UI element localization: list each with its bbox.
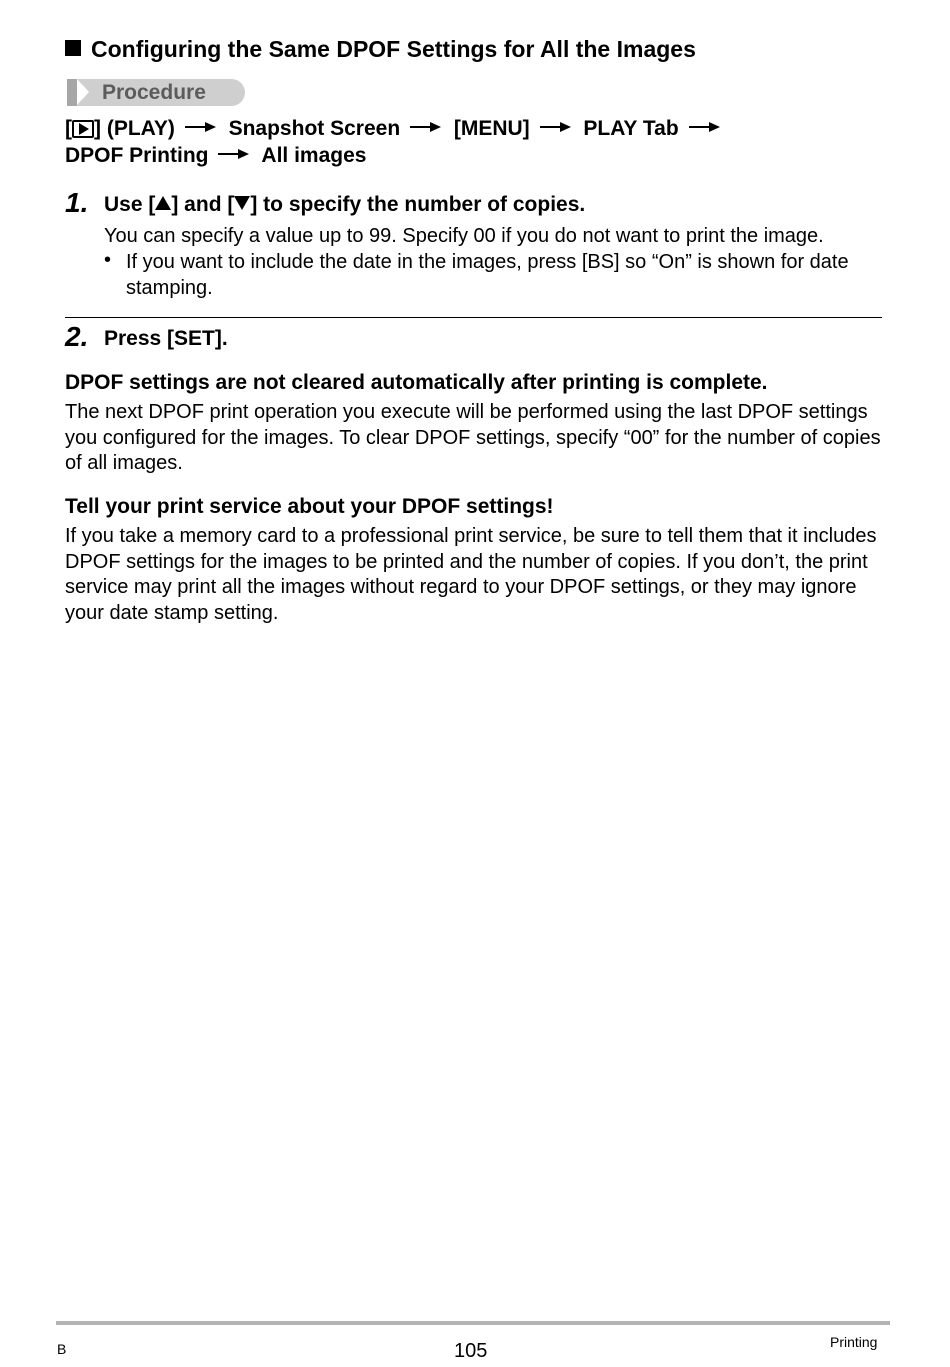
step-1-text: You can specify a value up to 99. Specify 00 if you do not want to print the image.	[104, 225, 824, 247]
arrow-right-icon	[540, 121, 572, 133]
path-item-all-images: All images	[261, 144, 367, 167]
up-arrow-icon	[155, 196, 171, 210]
chevron-right-icon	[77, 79, 89, 105]
footer-divider	[56, 1321, 890, 1325]
step-1-heading	[104, 193, 585, 217]
step-1-number: 1.	[65, 187, 89, 218]
step-1-heading-rest: ] to specify the number of copies.	[250, 193, 586, 216]
path-item-play-tab: PLAY Tab	[583, 117, 679, 140]
footer-language-code: B	[57, 1341, 67, 1357]
step-1-bullet-text: If you want to include the date in the images, press [BS] so “On” is shown for date stamping.	[126, 251, 849, 299]
operation-path-line-2	[65, 144, 366, 168]
arrow-right-icon	[689, 121, 721, 133]
section-title-text: Configuring the Same DPOF Settings for All the Images	[91, 36, 696, 62]
procedure-tab-bar	[67, 79, 77, 106]
procedure-label: Procedure	[102, 81, 206, 104]
note-2-heading: Tell your print service about your DPOF settings!	[65, 495, 554, 518]
step-2-number: 2.	[65, 321, 89, 352]
path-item-snapshot-screen: Snapshot Screen	[228, 117, 401, 140]
step-1-heading-and: ] and [	[171, 193, 235, 216]
note-2-text: If you take a memory card to a professional print service, be sure to tell them that it includes DPOF settings for the images to be printed and the number of copies. If you don’t, the print service may print all the images without regard to your DPOF settings, or they may ignore your date stamp setting.	[65, 525, 877, 624]
bullet-dot-icon: •	[104, 249, 112, 271]
note-1-heading: DPOF settings are not cleared automatically after printing is complete.	[65, 371, 768, 394]
play-icon	[72, 120, 94, 138]
footer-section-name: Printing	[830, 1334, 878, 1350]
down-arrow-icon	[234, 196, 250, 210]
operation-path-line-1	[65, 117, 727, 141]
arrow-right-icon	[185, 121, 217, 133]
path-item-menu: [MENU]	[453, 117, 530, 140]
step-2-heading: Press [SET].	[104, 327, 228, 350]
play-key-label: ] (PLAY)	[94, 117, 175, 140]
square-bullet-icon	[65, 40, 81, 56]
page-number: 105	[454, 1340, 488, 1362]
divider	[65, 317, 882, 318]
procedure-tab	[67, 79, 245, 106]
play-key-open: [	[65, 117, 72, 140]
path-item-dpof-printing: DPOF Printing	[65, 144, 209, 167]
section-title	[65, 36, 696, 63]
arrow-right-icon	[218, 148, 250, 160]
note-1-text: The next DPOF print operation you execute will be performed using the last DPOF settings you configured for the images. To clear DPOF settings, specify “00” for the number of copies of all images.	[65, 401, 881, 474]
step-1-heading-use: Use [	[104, 193, 156, 216]
arrow-right-icon	[410, 121, 442, 133]
